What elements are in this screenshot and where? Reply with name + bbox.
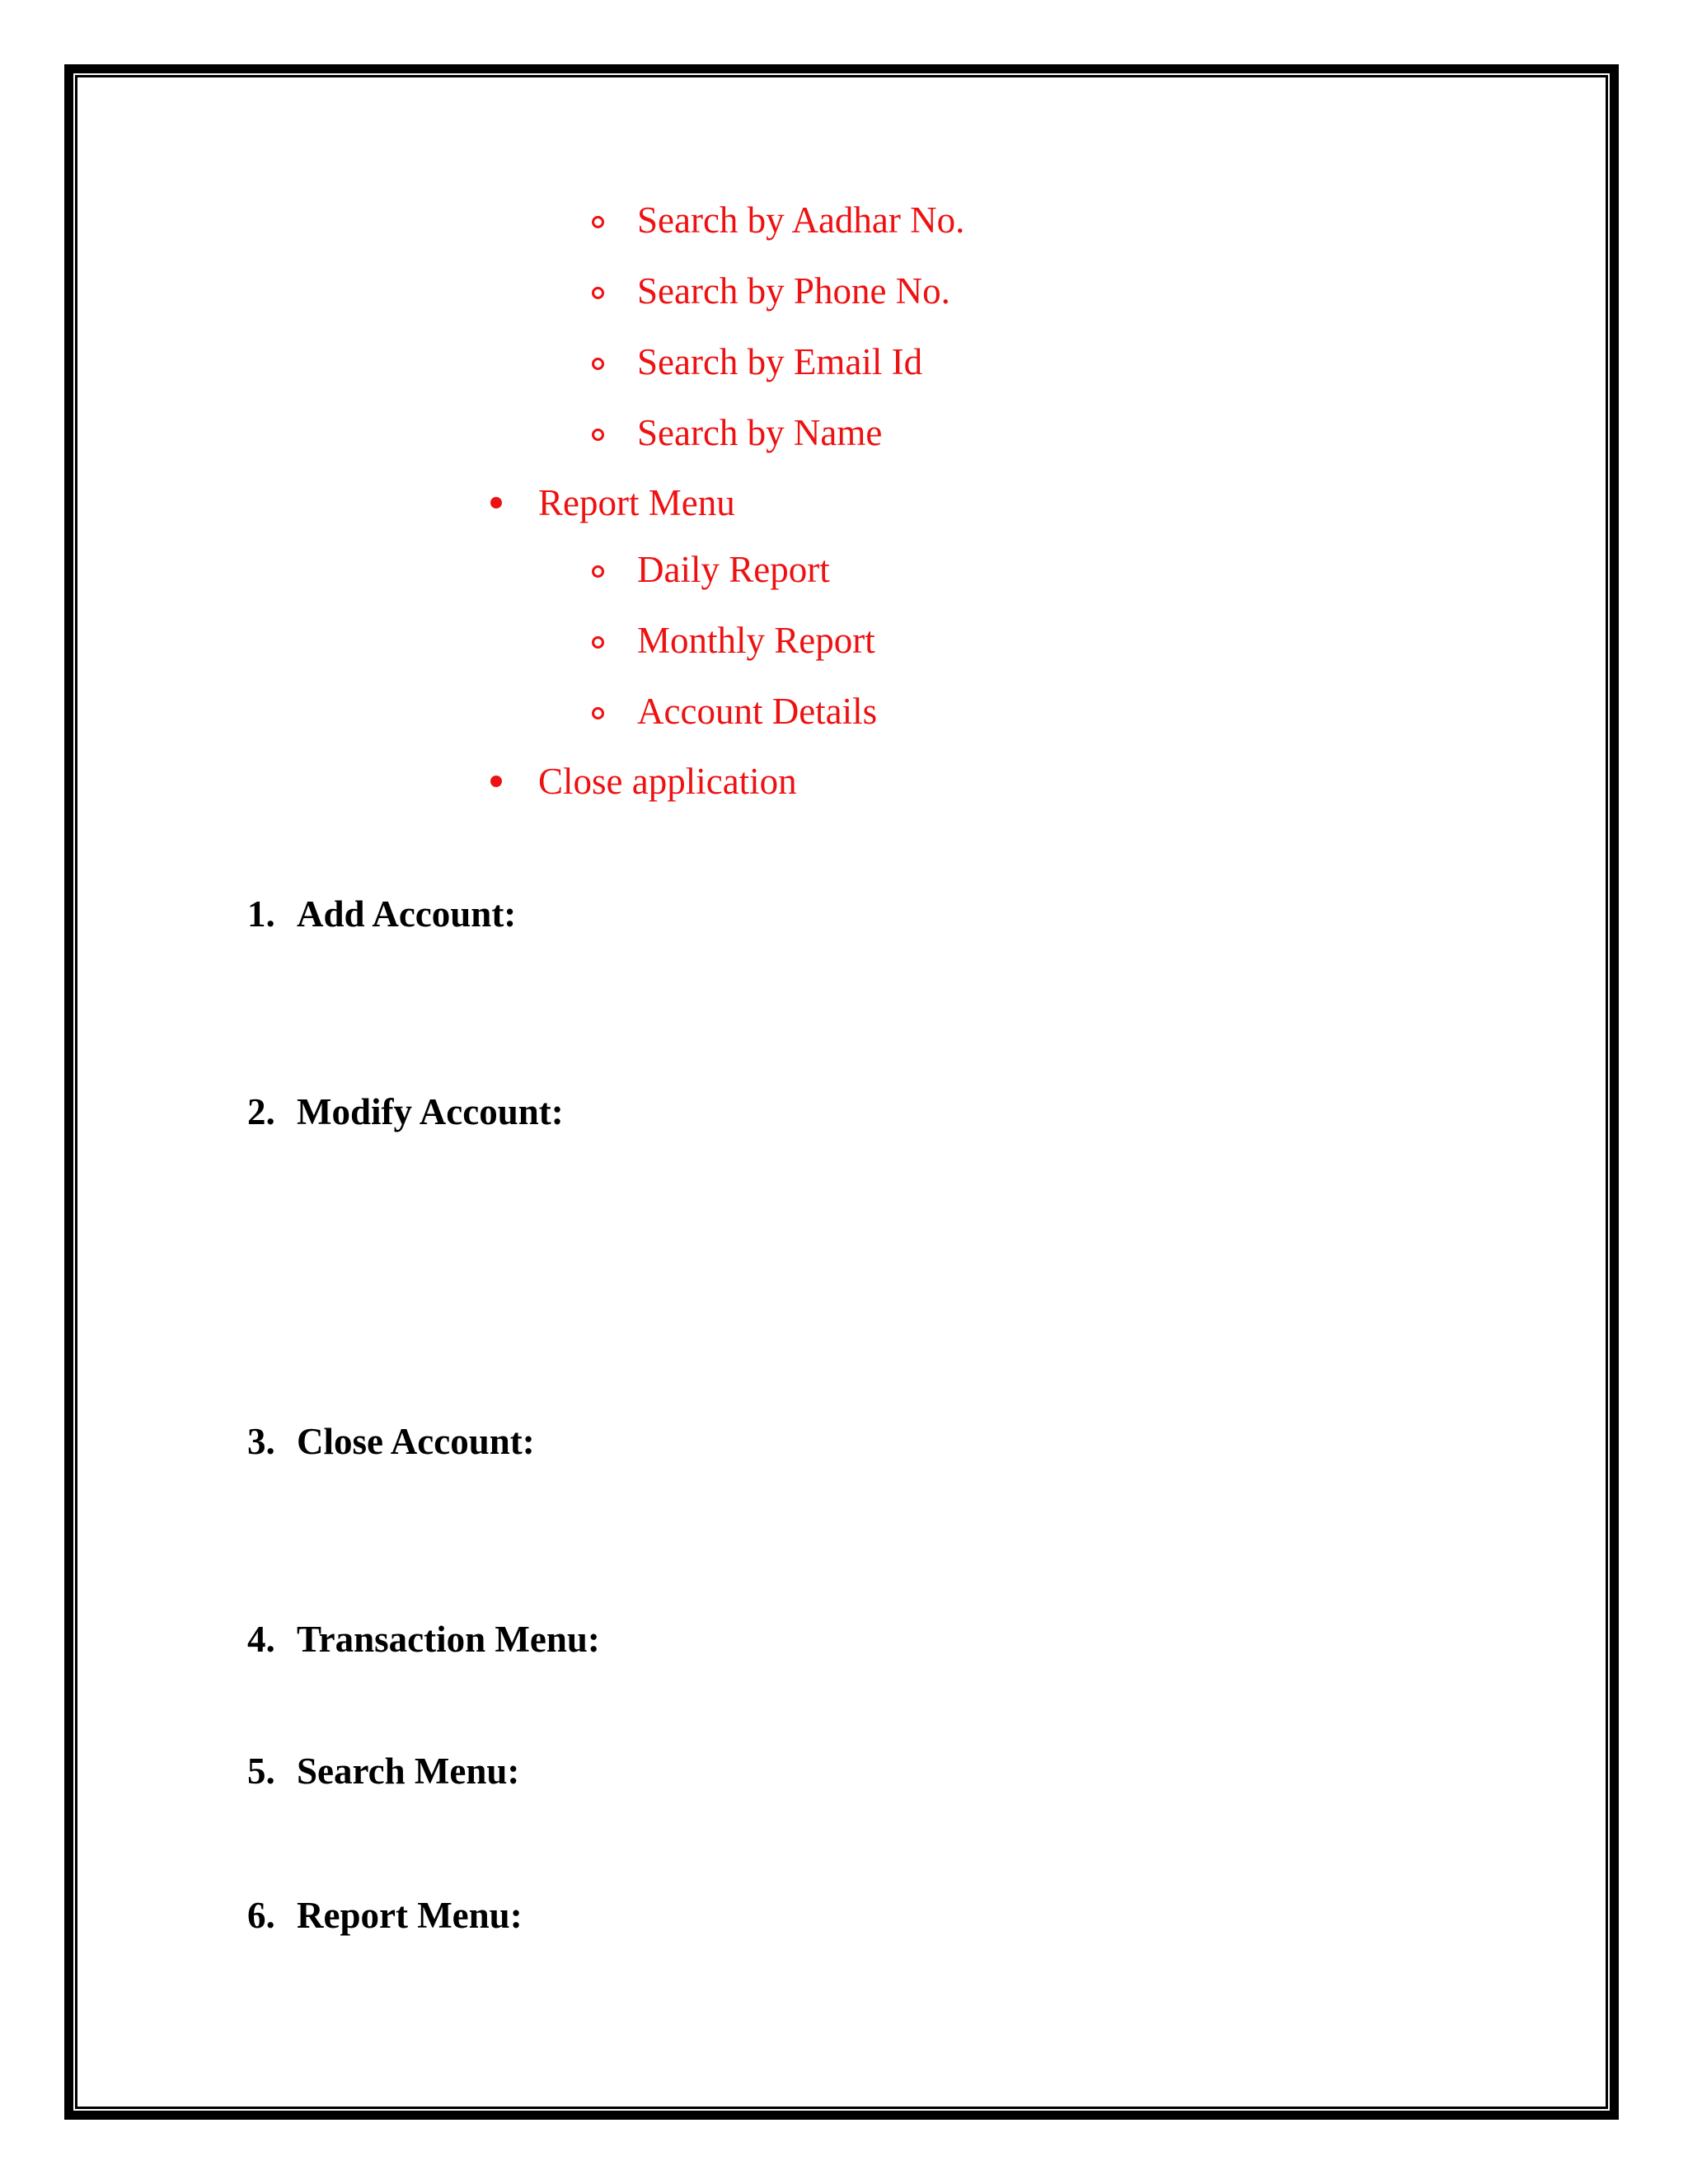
section-heading-close-account	[247, 1423, 535, 1460]
section-title: Search Menu:	[297, 1750, 520, 1792]
list-item-account-details: Account Details	[637, 691, 878, 732]
section-heading-report-menu	[247, 1897, 523, 1934]
section-heading-transaction-menu	[247, 1621, 600, 1658]
section-number: 1.	[247, 893, 275, 935]
list-item-search-name: Search by Name	[637, 412, 883, 453]
circle-bullet-icon	[592, 358, 604, 370]
list-item-daily-report: Daily Report	[637, 549, 830, 590]
list-item-search-email: Search by Email Id	[637, 341, 923, 382]
section-heading-modify-account	[247, 1091, 564, 1132]
list-item-search-phone: Search by Phone No.	[637, 270, 950, 312]
section-number: 6.	[247, 1895, 275, 1936]
circle-bullet-icon	[592, 287, 604, 299]
section-number: 4.	[247, 1619, 275, 1660]
circle-bullet-icon	[592, 216, 604, 228]
list-item-report-menu: Report Menu	[538, 482, 735, 523]
section-number: 5.	[247, 1750, 275, 1792]
section-title: Close Account:	[297, 1421, 535, 1462]
list-item-monthly-report: Monthly Report	[637, 620, 875, 661]
disc-bullet-icon	[490, 497, 502, 509]
section-title: Transaction Menu:	[297, 1619, 600, 1660]
circle-bullet-icon	[592, 429, 604, 441]
section-heading-add-account	[247, 893, 517, 935]
list-item-close-application: Close application	[538, 761, 797, 802]
section-title: Add Account:	[297, 893, 517, 935]
section-title: Report Menu:	[297, 1895, 523, 1936]
disc-bullet-icon	[490, 776, 502, 787]
circle-bullet-icon	[592, 707, 604, 719]
list-item-search-aadhar: Search by Aadhar No.	[637, 199, 965, 241]
section-number: 3.	[247, 1421, 275, 1462]
circle-bullet-icon	[592, 636, 604, 649]
section-heading-search-menu	[247, 1750, 520, 1792]
circle-bullet-icon	[592, 565, 604, 578]
section-title: Modify Account:	[297, 1091, 564, 1132]
section-number: 2.	[247, 1091, 275, 1132]
